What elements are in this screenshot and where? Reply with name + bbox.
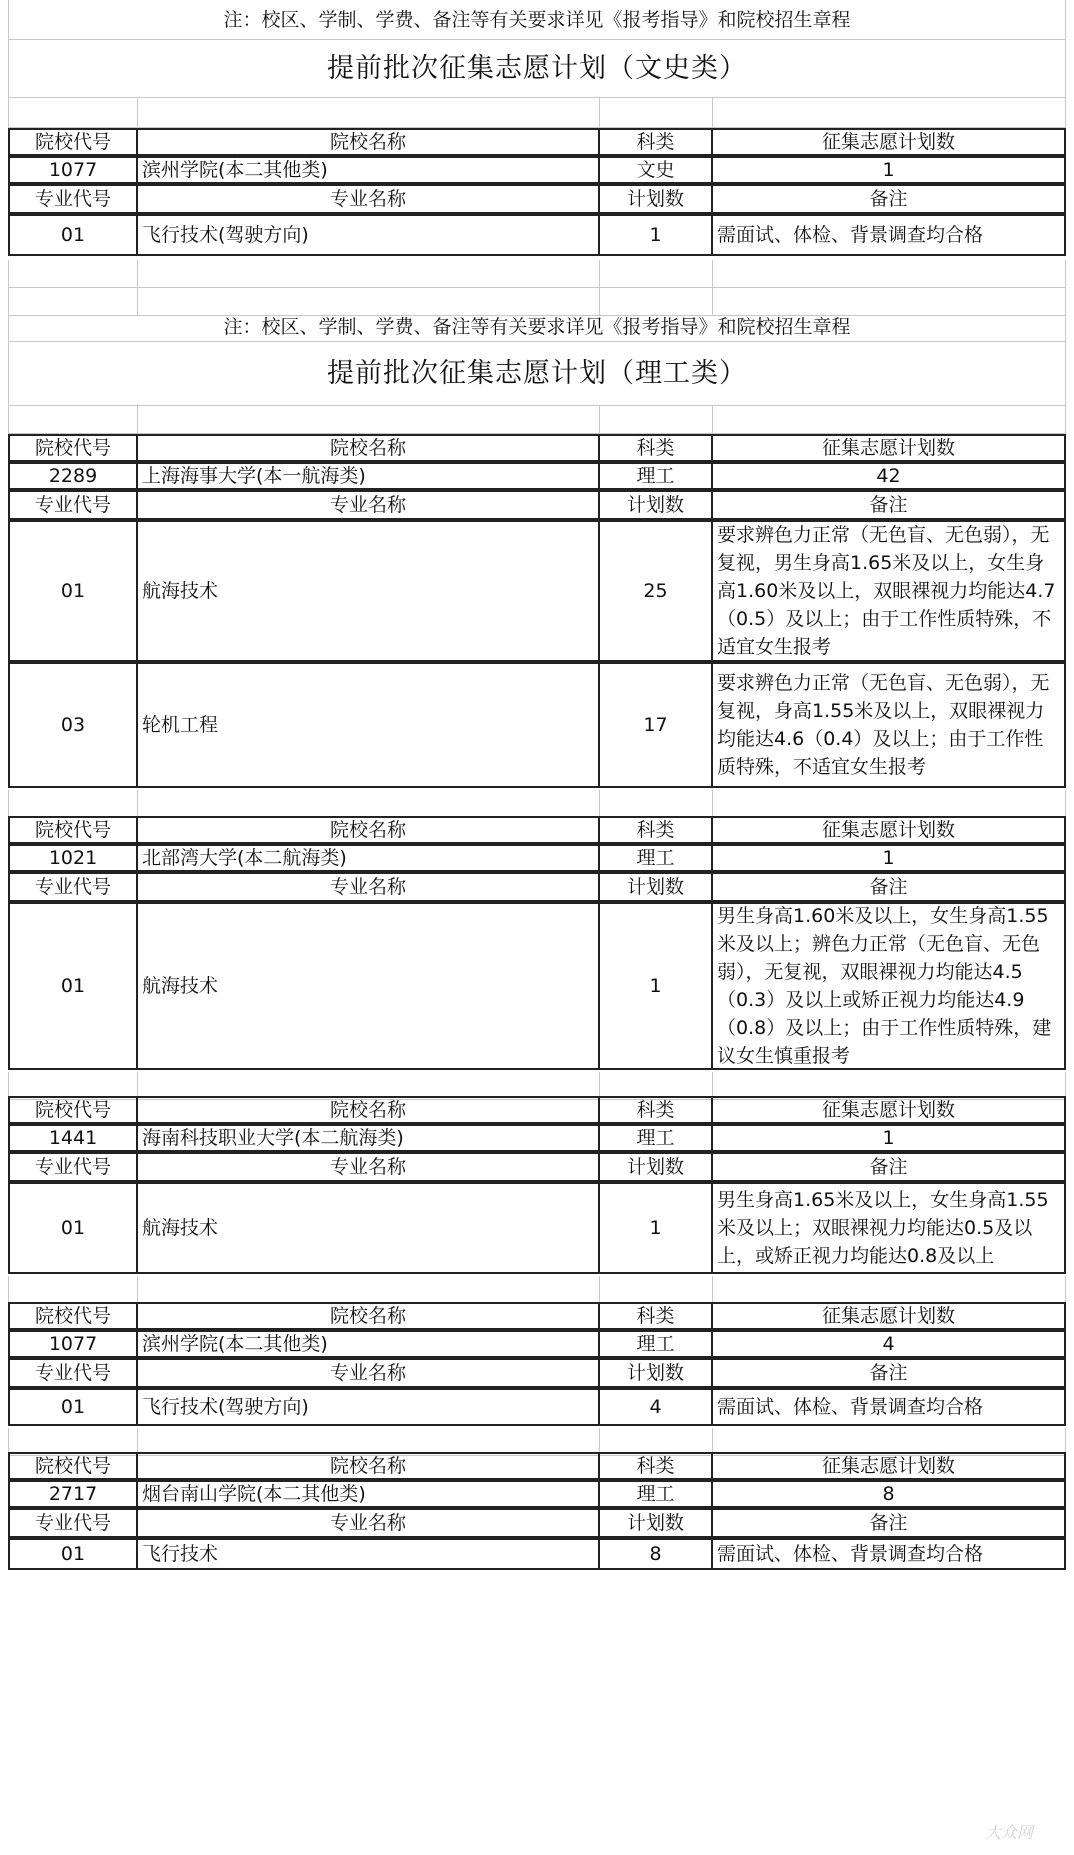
major-plan: 8 <box>600 1540 713 1568</box>
blank-cell <box>8 406 138 433</box>
school-row <box>8 462 1066 490</box>
blank-cell <box>8 1072 138 1099</box>
header-school-name: 院校名称 <box>138 436 600 460</box>
watermark-logo: 大众网 <box>984 1822 1033 1842</box>
blank-cell <box>138 260 600 287</box>
school-name: 滨州学院(本二其他类) <box>138 158 600 182</box>
header-subject-type: 科类 <box>600 1454 713 1478</box>
blank-cell <box>8 260 138 287</box>
note-text: 注：校区、学制、学费、备注等有关要求详见《报考指导》和院校招生章程 <box>8 0 1066 39</box>
header-major-name: 专业名称 <box>138 492 600 518</box>
blank-cell <box>600 790 713 817</box>
header-plan-count: 征集志愿计划数 <box>713 130 1066 154</box>
major-remark: 需面试、体检、背景调查均合格 <box>713 1540 1066 1568</box>
header-major-code: 专业代号 <box>8 1360 138 1386</box>
header-major-plan: 计划数 <box>600 186 713 212</box>
school-row <box>8 1124 1066 1152</box>
blank-cell <box>713 260 1066 287</box>
blank-cell <box>713 1072 1066 1099</box>
school-row <box>8 1480 1066 1508</box>
header-subject-type: 科类 <box>600 1098 713 1122</box>
blank-cell <box>713 98 1066 127</box>
note-text: 注：校区、学制、学费、备注等有关要求详见《报考指导》和院校招生章程 <box>8 312 1066 341</box>
header-major-name: 专业名称 <box>138 1154 600 1180</box>
school-header-row <box>8 816 1066 844</box>
blank-cell <box>600 260 713 287</box>
plan-count: 42 <box>713 464 1066 488</box>
blank-cell <box>138 406 600 433</box>
major-code: 01 <box>8 522 138 660</box>
major-name: 航海技术 <box>138 1184 600 1272</box>
header-major-name: 专业名称 <box>138 1360 600 1386</box>
header-major-plan: 计划数 <box>600 1510 713 1536</box>
header-school-code: 院校代号 <box>8 130 138 154</box>
note-row <box>8 312 1066 342</box>
major-name: 飞行技术(驾驶方向) <box>138 1390 600 1424</box>
school-code: 1021 <box>8 846 138 870</box>
header-major-plan: 计划数 <box>600 1154 713 1180</box>
blank-cell <box>8 790 138 817</box>
header-school-code: 院校代号 <box>8 1454 138 1478</box>
header-school-code: 院校代号 <box>8 436 138 460</box>
major-plan: 1 <box>600 1184 713 1272</box>
header-major-code: 专业代号 <box>8 186 138 212</box>
major-header-row <box>8 1358 1066 1388</box>
subject-type: 理工 <box>600 846 713 870</box>
header-major-code: 专业代号 <box>8 1154 138 1180</box>
header-major-name: 专业名称 <box>138 186 600 212</box>
major-remark: 男生身高1.60米及以上，女生身高1.55米及以上；辨色力正常（无色盲、无色弱），无复视，双眼裸视力均能达4.5（0.3）及以上或矫正视力均能达4.9（0.8）及以上；由于工作性质特殊，建议女生慎重报考 <box>713 904 1066 1068</box>
header-major-plan: 计划数 <box>600 492 713 518</box>
school-name: 北部湾大学(本二航海类) <box>138 846 600 870</box>
header-school-name: 院校名称 <box>138 1454 600 1478</box>
major-name: 航海技术 <box>138 904 600 1068</box>
major-row <box>8 662 1066 788</box>
note-row <box>8 0 1066 40</box>
school-header-row <box>8 128 1066 156</box>
blank-cell <box>8 1276 138 1303</box>
section-title: 提前批次征集志愿计划（文史类） <box>8 40 1066 97</box>
header-major-name: 专业名称 <box>138 1510 600 1536</box>
header-major-code: 专业代号 <box>8 1510 138 1536</box>
subject-type: 理工 <box>600 464 713 488</box>
major-header-row <box>8 184 1066 214</box>
header-remark: 备注 <box>713 1510 1066 1536</box>
school-row <box>8 1330 1066 1358</box>
header-school-name: 院校名称 <box>138 130 600 154</box>
header-remark: 备注 <box>713 186 1066 212</box>
header-major-code: 专业代号 <box>8 874 138 900</box>
title-row <box>8 40 1066 98</box>
blank-cell <box>713 790 1066 817</box>
section-title: 提前批次征集志愿计划（理工类） <box>8 342 1066 405</box>
blank-row <box>8 98 1066 128</box>
header-subject-type: 科类 <box>600 130 713 154</box>
major-header-row <box>8 1508 1066 1538</box>
blank-cell <box>138 98 600 127</box>
school-code: 1441 <box>8 1126 138 1150</box>
major-plan: 1 <box>600 904 713 1068</box>
header-school-name: 院校名称 <box>138 1304 600 1328</box>
plan-count: 4 <box>713 1332 1066 1356</box>
school-name: 滨州学院(本二其他类) <box>138 1332 600 1356</box>
header-remark: 备注 <box>713 1154 1066 1180</box>
plan-count: 1 <box>713 1126 1066 1150</box>
subject-type: 文史 <box>600 158 713 182</box>
header-plan-count: 征集志愿计划数 <box>713 1098 1066 1122</box>
major-remark: 要求辨色力正常（无色盲、无色弱），无复视，身高1.55米及以上，双眼裸视力均能达4.6（0.4）及以上；由于工作性质特殊，不适宜女生报考 <box>713 664 1066 786</box>
blank-cell <box>8 98 138 127</box>
school-header-row <box>8 1452 1066 1480</box>
school-header-row <box>8 434 1066 462</box>
header-remark: 备注 <box>713 492 1066 518</box>
blank-cell <box>713 406 1066 433</box>
major-code: 03 <box>8 664 138 786</box>
blank-cell <box>600 98 713 127</box>
major-code: 01 <box>8 1390 138 1424</box>
subject-type: 理工 <box>600 1332 713 1356</box>
major-header-row <box>8 1152 1066 1182</box>
blank-cell <box>713 1276 1066 1303</box>
major-row <box>8 1388 1066 1426</box>
major-plan: 25 <box>600 522 713 660</box>
major-remark: 需面试、体检、背景调查均合格 <box>713 216 1066 254</box>
major-remark: 要求辨色力正常（无色盲、无色弱），无复视，男生身高1.65米及以上，女生身高1.60米及以上，双眼裸视力均能达4.7（0.5）及以上；由于工作性质特殊，不适宜女生报考 <box>713 522 1066 660</box>
school-code: 2289 <box>8 464 138 488</box>
major-row <box>8 1538 1066 1570</box>
school-code: 2717 <box>8 1482 138 1506</box>
header-major-name: 专业名称 <box>138 874 600 900</box>
school-code: 1077 <box>8 1332 138 1356</box>
header-plan-count: 征集志愿计划数 <box>713 818 1066 842</box>
blank-row <box>8 790 1066 818</box>
header-remark: 备注 <box>713 1360 1066 1386</box>
major-name: 轮机工程 <box>138 664 600 786</box>
school-header-row <box>8 1096 1066 1124</box>
header-school-code: 院校代号 <box>8 1304 138 1328</box>
header-plan-count: 征集志愿计划数 <box>713 436 1066 460</box>
header-subject-type: 科类 <box>600 818 713 842</box>
school-name: 烟台南山学院(本二其他类) <box>138 1482 600 1506</box>
header-subject-type: 科类 <box>600 1304 713 1328</box>
blank-row <box>8 260 1066 288</box>
header-plan-count: 征集志愿计划数 <box>713 1454 1066 1478</box>
major-plan: 1 <box>600 216 713 254</box>
header-school-name: 院校名称 <box>138 1098 600 1122</box>
blank-cell <box>600 288 713 315</box>
school-row <box>8 156 1066 184</box>
plan-count: 8 <box>713 1482 1066 1506</box>
header-major-code: 专业代号 <box>8 492 138 518</box>
header-school-code: 院校代号 <box>8 1098 138 1122</box>
major-header-row <box>8 872 1066 902</box>
plan-count: 1 <box>713 158 1066 182</box>
header-school-code: 院校代号 <box>8 818 138 842</box>
blank-cell <box>600 1072 713 1099</box>
blank-row <box>8 406 1066 434</box>
blank-cell <box>138 1276 600 1303</box>
subject-type: 理工 <box>600 1482 713 1506</box>
header-major-plan: 计划数 <box>600 874 713 900</box>
blank-row <box>8 1276 1066 1304</box>
major-row <box>8 1182 1066 1274</box>
school-name: 海南科技职业大学(本二航海类) <box>138 1126 600 1150</box>
major-plan: 4 <box>600 1390 713 1424</box>
school-row <box>8 844 1066 872</box>
school-name: 上海海事大学(本一航海类) <box>138 464 600 488</box>
major-code: 01 <box>8 216 138 254</box>
blank-cell <box>713 288 1066 315</box>
header-plan-count: 征集志愿计划数 <box>713 1304 1066 1328</box>
major-name: 航海技术 <box>138 522 600 660</box>
school-header-row <box>8 1302 1066 1330</box>
major-code: 01 <box>8 1184 138 1272</box>
major-plan: 17 <box>600 664 713 786</box>
blank-cell <box>600 1428 713 1455</box>
blank-cell <box>600 1276 713 1303</box>
major-remark: 男生身高1.65米及以上，女生身高1.55米及以上；双眼裸视力均能达0.5及以上，或矫正视力均能达0.8及以上 <box>713 1184 1066 1272</box>
blank-cell <box>8 288 138 315</box>
blank-cell <box>8 1428 138 1455</box>
header-subject-type: 科类 <box>600 436 713 460</box>
major-row <box>8 520 1066 662</box>
plan-count: 1 <box>713 846 1066 870</box>
title-row <box>8 342 1066 406</box>
major-row <box>8 214 1066 256</box>
blank-cell <box>138 1072 600 1099</box>
blank-cell <box>600 406 713 433</box>
major-code: 01 <box>8 904 138 1068</box>
major-row <box>8 902 1066 1070</box>
major-remark: 需面试、体检、背景调查均合格 <box>713 1390 1066 1424</box>
blank-cell <box>138 288 600 315</box>
header-school-name: 院校名称 <box>138 818 600 842</box>
school-code: 1077 <box>8 158 138 182</box>
blank-cell <box>713 1428 1066 1455</box>
blank-cell <box>138 1428 600 1455</box>
blank-cell <box>138 790 600 817</box>
subject-type: 理工 <box>600 1126 713 1150</box>
major-code: 01 <box>8 1540 138 1568</box>
major-name: 飞行技术(驾驶方向) <box>138 216 600 254</box>
major-name: 飞行技术 <box>138 1540 600 1568</box>
header-major-plan: 计划数 <box>600 1360 713 1386</box>
header-remark: 备注 <box>713 874 1066 900</box>
major-header-row <box>8 490 1066 520</box>
